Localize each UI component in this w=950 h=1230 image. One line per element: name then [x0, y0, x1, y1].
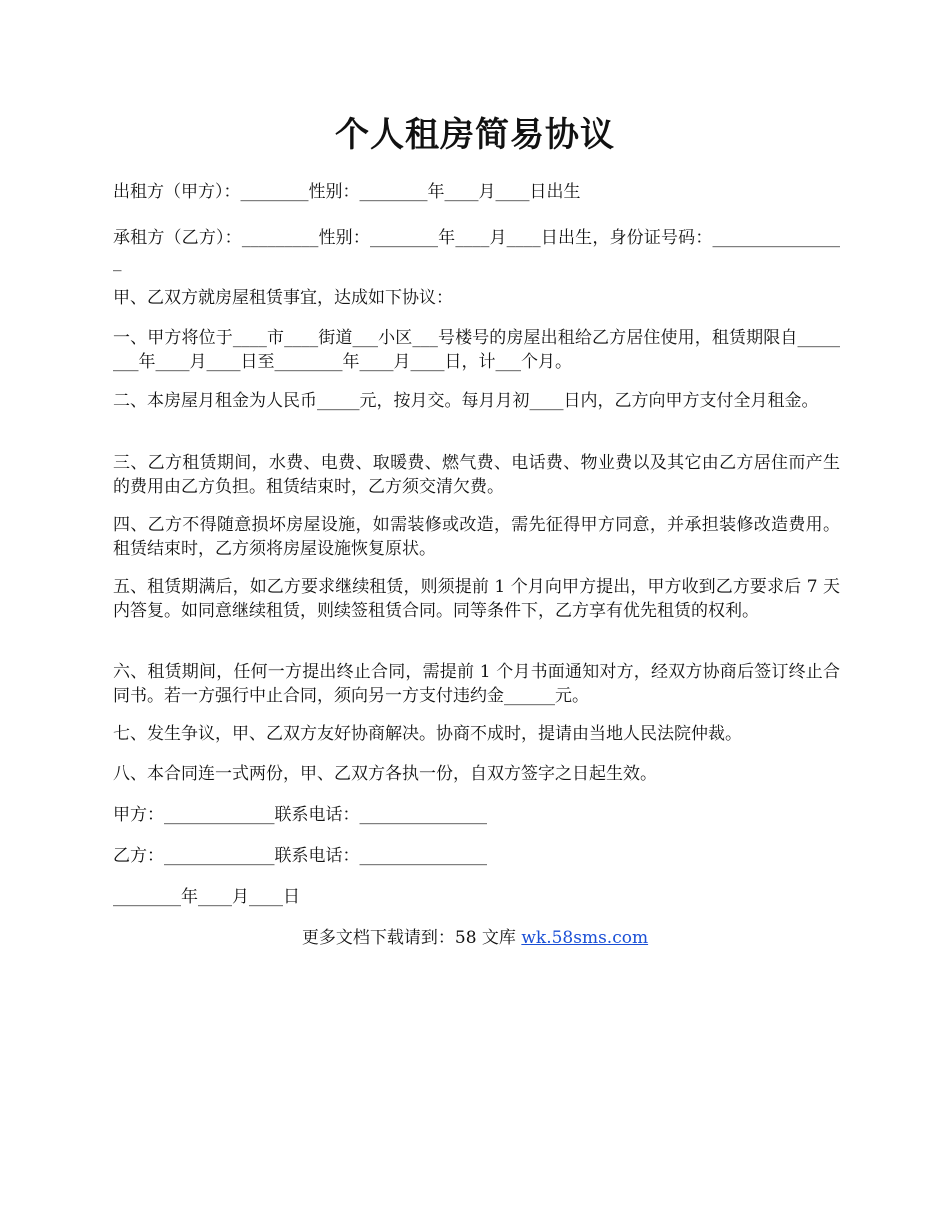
party-b-signature-line: 乙方：_____________联系电话：_______________ [113, 846, 487, 866]
clause-8: 八、本合同连一式两份，甲、乙双方各执一份，自双方签字之日起生效。 [113, 764, 657, 784]
clause-5: 五、租赁期满后，如乙方要求继续租赁，则须提前 1 个月向甲方提出，甲方收到乙方要求后 7 天内答复。如同意继续租赁，则续签租赁合同。同等条件下，乙方享有优先租赁的权利。 [113, 577, 840, 621]
clause-6: 六、租赁期间，任何一方提出终止合同，需提前 1 个月书面通知对方，经双方协商后签订终止合同书。若一方强行中止合同，须向另一方支付违约金______元。 [113, 662, 840, 706]
footer [0, 926, 950, 950]
lessee-info-line: 承租方（乙方）：_________性别：________年____月____日出生，身份证号码：________________ [113, 228, 840, 272]
clause-3: 三、乙方租赁期间，水费、电费、取暖费、燃气费、电话费、物业费以及其它由乙方居住而产生的费用由乙方负担。租赁结束时，乙方须交清欠费。 [113, 453, 840, 497]
clause-2: 二、本房屋月租金为人民币_____元，按月交。每月月初____日内，乙方向甲方支付全月租金。 [113, 391, 819, 411]
lessor-info-line: 出租方（甲方）：________性别：________年____月____日出生 [113, 182, 581, 202]
clause-7: 七、发生争议，甲、乙双方友好协商解决。协商不成时，提请由当地人民法院仲裁。 [113, 724, 742, 744]
clause-1: 一、甲方将位于____市____街道___小区___号楼号的房屋出租给乙方居住使用，租赁期限自________年____月____日至________年____月____日，计___个月。 [113, 328, 840, 372]
footer-prefix: 更多文档下载请到：58 文库 [301, 928, 522, 948]
footer-link[interactable]: wk.58sms.com [521, 928, 649, 948]
clause-4: 四、乙方不得随意损坏房屋设施，如需装修或改造，需先征得甲方同意，并承担装修改造费用。租赁结束时，乙方须将房屋设施恢复原状。 [113, 515, 840, 559]
party-a-signature-line: 甲方：_____________联系电话：_______________ [113, 805, 487, 825]
document-title: 个人租房简易协议 [335, 115, 615, 155]
agreement-intro: 甲、乙双方就房屋租赁事宜，达成如下协议： [113, 288, 453, 308]
signing-date-line: ________年____月____日 [113, 887, 300, 907]
